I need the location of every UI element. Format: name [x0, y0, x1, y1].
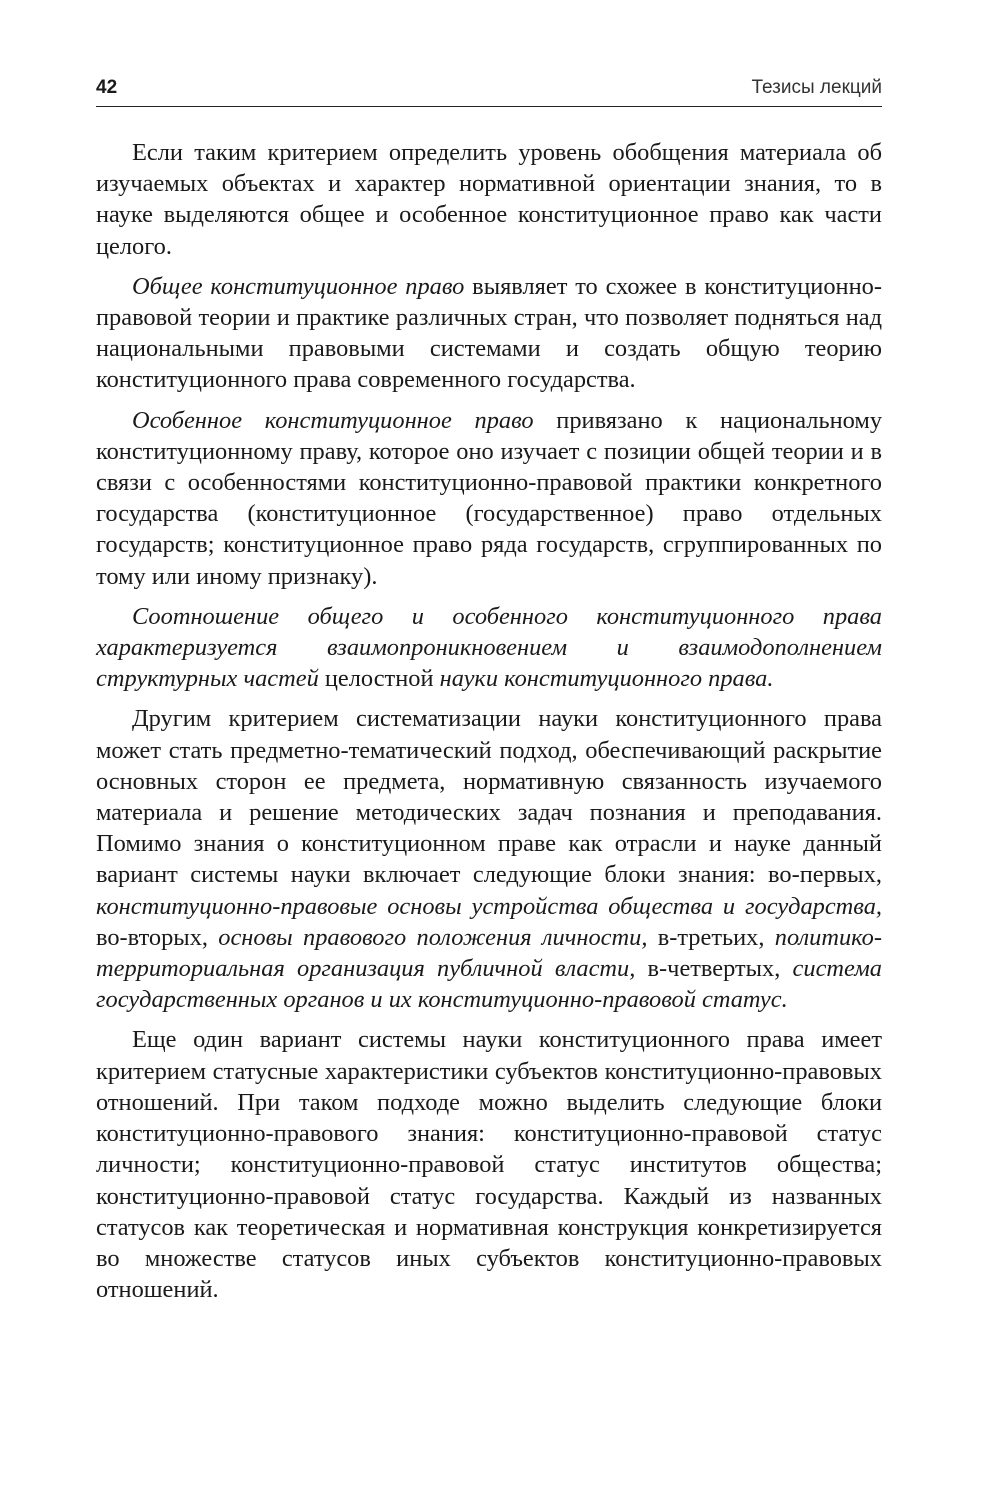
- italic-term: Общее конституционное право: [132, 272, 465, 300]
- paragraph-status-approach: [96, 1024, 882, 1305]
- paragraph-text: целостной: [318, 665, 440, 693]
- book-page: [96, 70, 882, 1314]
- paragraph-text: в-третьих,: [647, 923, 775, 951]
- running-header: [96, 70, 882, 107]
- paragraph-correlation: [96, 601, 882, 695]
- paragraph-text: в-четвертых,: [635, 955, 793, 983]
- paragraph-subject-thematic-approach: [96, 703, 882, 1015]
- paragraph-text: привязано к национальному конституционному праву, которое оно изучает с позиции общей теории и в связи с особенностями конституционно-правовой практики конкретного государства (конституционное (государственное) право отдельных государств; конституционное право ряда государств, сгруппированных по тому или иному признаку).: [96, 406, 883, 590]
- paragraph-special-constitutional-law: [96, 405, 882, 592]
- italic-term: Особенное конституционное право: [132, 406, 534, 434]
- paragraph-text: Еще один вариант системы науки конституционного права имеет критерием статусные характеристики субъектов конституционно-правовых отношений. При таком подходе можно выделить следующие блоки конституционно-правового знания: конституционно-правовой статус личности; конституционно-правовой статус институтов общества; конституционно-правовой статус государства. Каждый из названных статусов как теоретическая и нормативная конструкция конкретизируется во множестве статусов иных субъектов конституционно-правовых отношений.: [96, 1026, 882, 1304]
- italic-term: политико-территориальная организация публичной власти,: [96, 923, 882, 983]
- italic-statement: Соотношение общего и особенного конституционного права характеризуется взаимопроникновением и взаимодополнением структурных частей: [96, 602, 882, 693]
- page-body: [96, 137, 882, 1305]
- paragraph-general-constitutional-law: [96, 271, 882, 396]
- paragraph-text: Если таким критерием определить уровень обобщения материала об изучаемых объектах и характер нормативной ориентации знания, то в науке выделяются общее и особенное конституционное право как части целого.: [96, 139, 882, 260]
- paragraph-text: Другим критерием систематизации науки конституционного права может стать предметно-тематический подход, обеспечивающий раскрытие основных сторон ее предмета, нормативную связанность изучаемого материала и решение методических задач познания и преподавания. Помимо знания о конституционном праве как отрасли и науке данный вариант системы науки включает следующие блоки знания: во-первых,: [96, 705, 882, 889]
- paragraph-text: выявляет то схожее в конституционно-правовой теории и практике различных стран, что позволяет подняться над национальными правовыми системами и создать общую теорию конституционного права современного государства.: [96, 272, 882, 394]
- italic-term: науки конституционного права.: [439, 665, 774, 693]
- italic-term: основы правового положения личности,: [218, 923, 648, 951]
- paragraph-levels-of-generalization: [96, 137, 882, 262]
- italic-term: конституционно-правовые основы устройства общества и государства,: [96, 892, 882, 920]
- running-title: Тезисы лекций: [751, 77, 882, 98]
- paragraph-text: во-вторых,: [96, 923, 219, 951]
- page-number: 42: [96, 77, 118, 98]
- italic-term: система государственных органов и их конституционно-правовой статус.: [96, 955, 882, 1014]
